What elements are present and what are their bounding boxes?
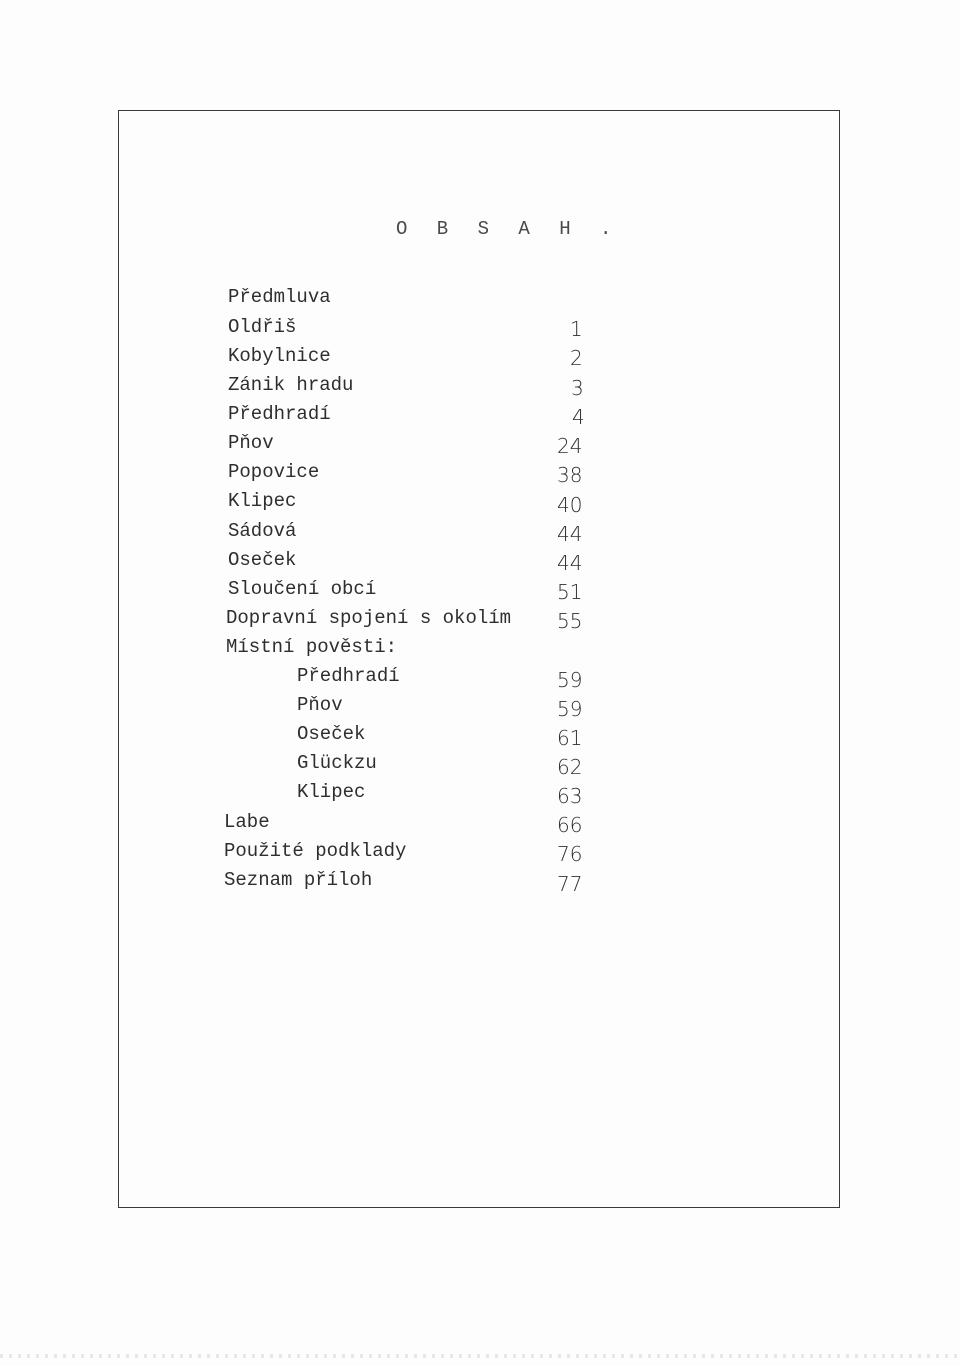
toc-entry-page: 44 bbox=[557, 522, 583, 546]
toc-entry-page: 3 bbox=[571, 376, 584, 400]
toc-entry-page: 77 bbox=[557, 872, 583, 896]
toc-subentry-label: Glückzu bbox=[297, 752, 377, 774]
toc-section-heading: Místní pověsti: bbox=[226, 636, 398, 658]
toc-entry-label: Zánik hradu bbox=[228, 374, 354, 396]
toc-entry-page: 62 bbox=[557, 755, 583, 779]
toc-entry-label: Kobylnice bbox=[228, 345, 331, 367]
toc-entry-page: 55 bbox=[557, 609, 583, 633]
toc-entry-label: Sloučení obcí bbox=[228, 578, 377, 600]
toc-entry-label: Popovice bbox=[228, 461, 320, 483]
toc-entry-page: 24 bbox=[557, 434, 583, 458]
toc-entry-page: 2 bbox=[570, 346, 583, 370]
scan-edge-noise bbox=[0, 1354, 960, 1358]
toc-entry-page: 40 bbox=[557, 493, 583, 517]
toc-entry-page: 1 bbox=[570, 317, 583, 341]
toc-entry-page: 76 bbox=[557, 842, 583, 866]
toc-entry-label: Sádová bbox=[228, 520, 297, 542]
page-title: O B S A H . bbox=[396, 218, 621, 240]
toc-subentry-label: Oseček bbox=[297, 723, 366, 745]
toc-entry-page: 59 bbox=[557, 668, 583, 692]
toc-entry-page: 38 bbox=[557, 463, 583, 487]
toc-subentry-label: Klipec bbox=[297, 781, 366, 803]
toc-entry-label: Oseček bbox=[228, 549, 297, 571]
toc-entry-label: Seznam příloh bbox=[224, 869, 373, 891]
toc-entry-page: 61 bbox=[557, 726, 583, 750]
toc-entry-page: 51 bbox=[557, 580, 583, 604]
toc-entry-page: 44 bbox=[557, 551, 583, 575]
toc-entry-label: Předmluva bbox=[228, 286, 331, 308]
toc-entry-page: 59 bbox=[557, 697, 583, 721]
toc-entry-page: 63 bbox=[557, 784, 583, 808]
toc-entry-label: Použité podklady bbox=[224, 840, 407, 862]
page-border-frame bbox=[118, 110, 840, 1208]
toc-entry-label: Pňov bbox=[228, 432, 274, 454]
toc-entry-label: Oldřiš bbox=[228, 316, 297, 338]
toc-entry-label: Labe bbox=[224, 811, 270, 833]
toc-entry-label: Klipec bbox=[228, 490, 297, 512]
toc-entry-label: Dopravní spojení s okolím bbox=[226, 607, 512, 629]
toc-subentry-label: Pňov bbox=[297, 694, 343, 716]
toc-entry-page: 66 bbox=[557, 813, 583, 837]
toc-entry-page: 4 bbox=[572, 405, 585, 429]
toc-entry-label: Předhradí bbox=[228, 403, 331, 425]
toc-subentry-label: Předhradí bbox=[297, 665, 400, 687]
